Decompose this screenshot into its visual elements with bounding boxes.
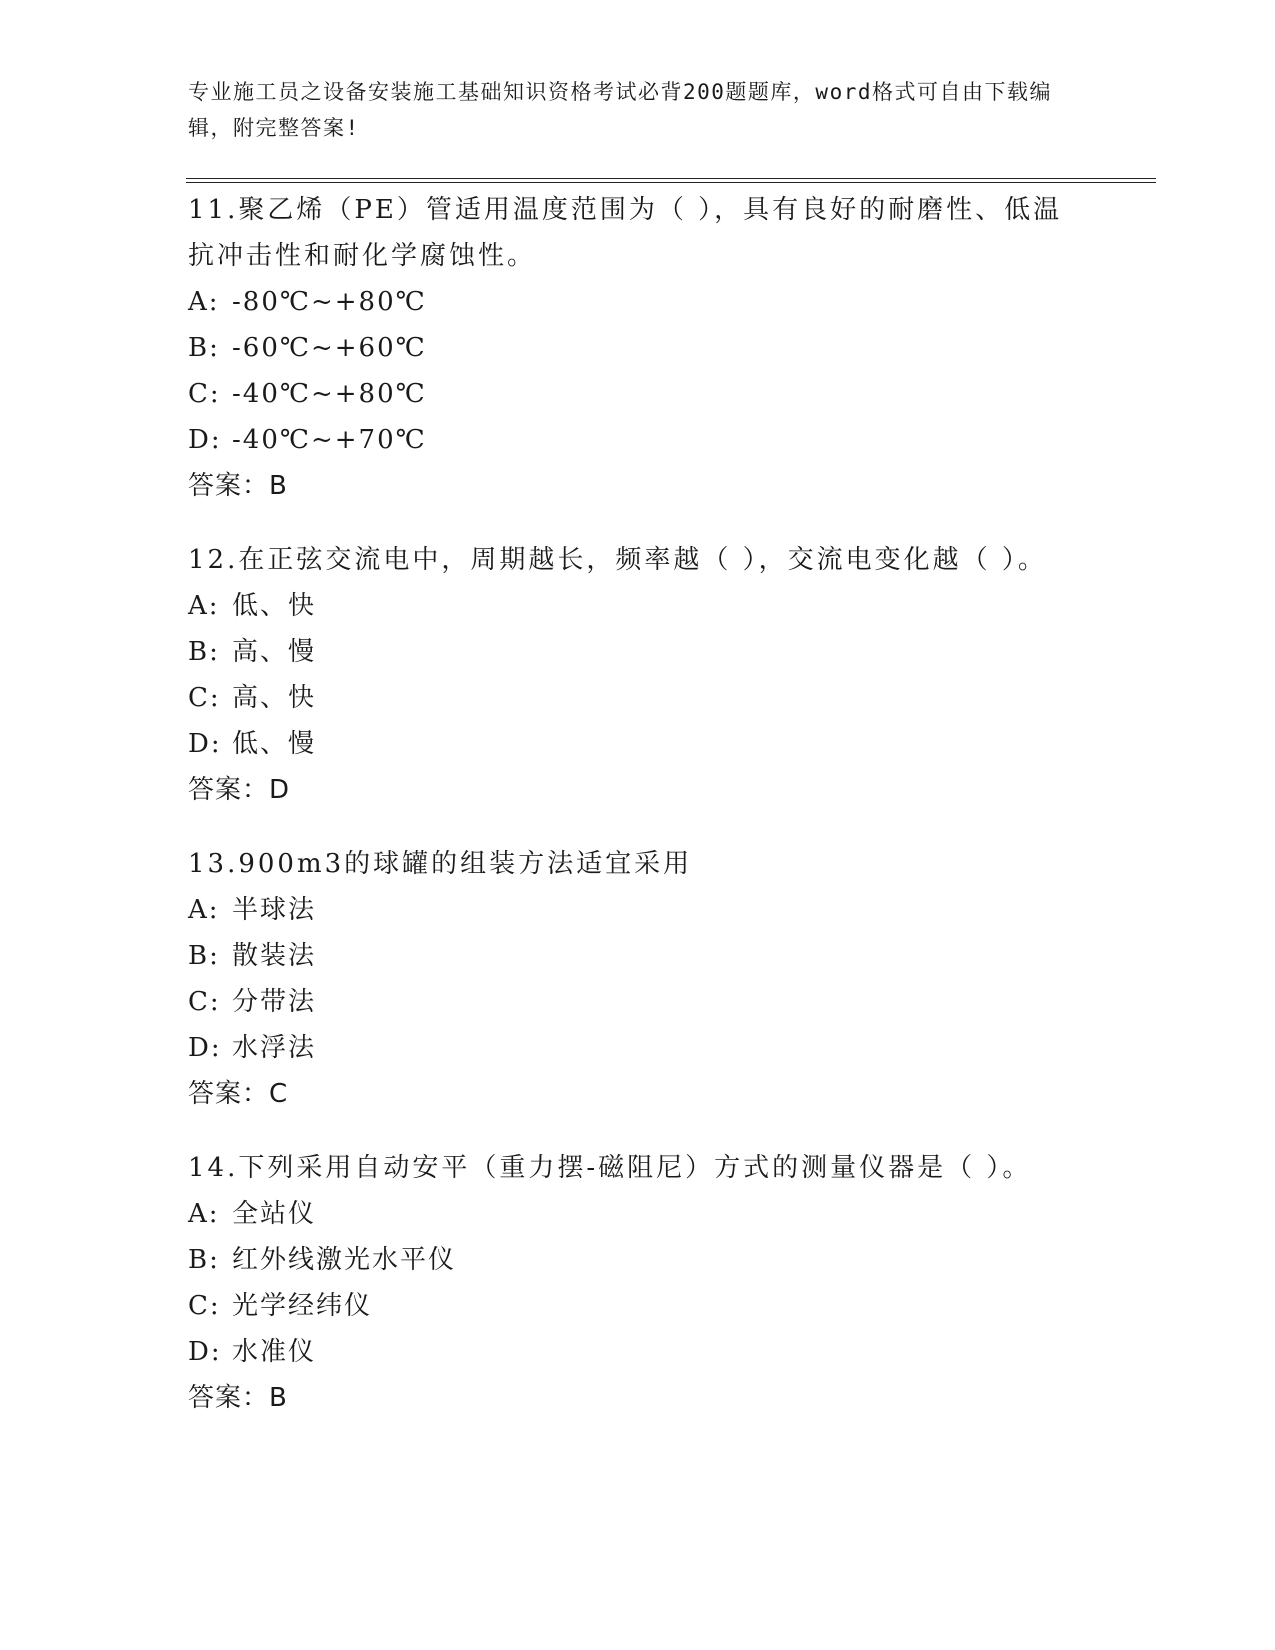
option-letter: D: — [188, 1033, 222, 1063]
question-list — [188, 187, 1088, 1449]
question-13 — [188, 841, 1088, 1117]
answer-line: 答案：C — [188, 1079, 289, 1109]
option-text: 分带法 — [232, 987, 317, 1017]
answer-line: 答案：B — [188, 471, 288, 501]
question-title: 14.下列采用自动安平（重力摆-磁阻尼）方式的测量仪器是（ ）。 — [188, 1153, 1032, 1183]
option-letter: B: — [188, 637, 220, 667]
question-title: 13.900m3的球罐的组装方法适宜采用 — [188, 849, 693, 879]
option-text: 低、快 — [232, 591, 317, 621]
option-d — [188, 1329, 1088, 1375]
question-11 — [188, 187, 1088, 509]
option-text: 高、慢 — [232, 637, 317, 667]
option-c — [188, 371, 1088, 417]
option-text: 高、快 — [232, 683, 317, 713]
option-b — [188, 325, 1088, 371]
option-text: -60℃~+60℃ — [232, 333, 427, 363]
option-text: 半球法 — [232, 895, 317, 925]
option-c — [188, 979, 1088, 1025]
option-letter: A: — [188, 895, 220, 925]
option-text: -80℃~+80℃ — [232, 287, 427, 317]
option-b — [188, 933, 1088, 979]
option-a — [188, 279, 1088, 325]
option-text: -40℃~+80℃ — [232, 379, 427, 409]
option-letter: C: — [188, 987, 221, 1017]
option-d — [188, 721, 1088, 767]
option-letter: B: — [188, 333, 220, 363]
option-a — [188, 887, 1088, 933]
option-letter: B: — [188, 941, 220, 971]
option-letter: C: — [188, 379, 221, 409]
option-b — [188, 629, 1088, 675]
option-text: 光学经纬仪 — [232, 1291, 373, 1321]
option-text: -40℃~+70℃ — [232, 425, 427, 455]
option-letter: C: — [188, 1291, 221, 1321]
document-header: 专业施工员之设备安装施工基础知识资格考试必背200题题库，word格式可自由下载编辑，附完整答案! — [188, 80, 1052, 140]
option-d — [188, 1025, 1088, 1071]
option-text: 低、慢 — [232, 729, 317, 759]
option-text: 散装法 — [232, 941, 317, 971]
option-letter: C: — [188, 683, 221, 713]
answer-line: 答案：B — [188, 1383, 288, 1413]
option-letter: A: — [188, 1199, 220, 1229]
question-title: 12.在正弦交流电中，周期越长，频率越（ ），交流电变化越（ ）。 — [188, 545, 1047, 575]
option-letter: A: — [188, 287, 220, 317]
answer-line: 答案：D — [188, 775, 291, 805]
option-text: 水准仪 — [232, 1337, 317, 1367]
question-title: 11.聚乙烯（PE）管适用温度范围为（ ），具有良好的耐磨性、低温抗冲击性和耐化学腐蚀性。 — [188, 195, 1063, 271]
option-c — [188, 675, 1088, 721]
option-letter: B: — [188, 1245, 220, 1275]
question-12 — [188, 537, 1088, 813]
option-c — [188, 1283, 1088, 1329]
option-b — [188, 1237, 1088, 1283]
option-letter: D: — [188, 1337, 222, 1367]
option-text: 红外线激光水平仪 — [232, 1245, 457, 1275]
option-text: 水浮法 — [232, 1033, 317, 1063]
option-letter: D: — [188, 729, 222, 759]
option-a — [188, 1191, 1088, 1237]
option-text: 全站仪 — [232, 1199, 317, 1229]
option-letter: A: — [188, 591, 220, 621]
header-double-rule — [186, 178, 1156, 179]
option-a — [188, 583, 1088, 629]
option-d — [188, 417, 1088, 463]
question-14 — [188, 1145, 1088, 1421]
option-letter: D: — [188, 425, 222, 455]
